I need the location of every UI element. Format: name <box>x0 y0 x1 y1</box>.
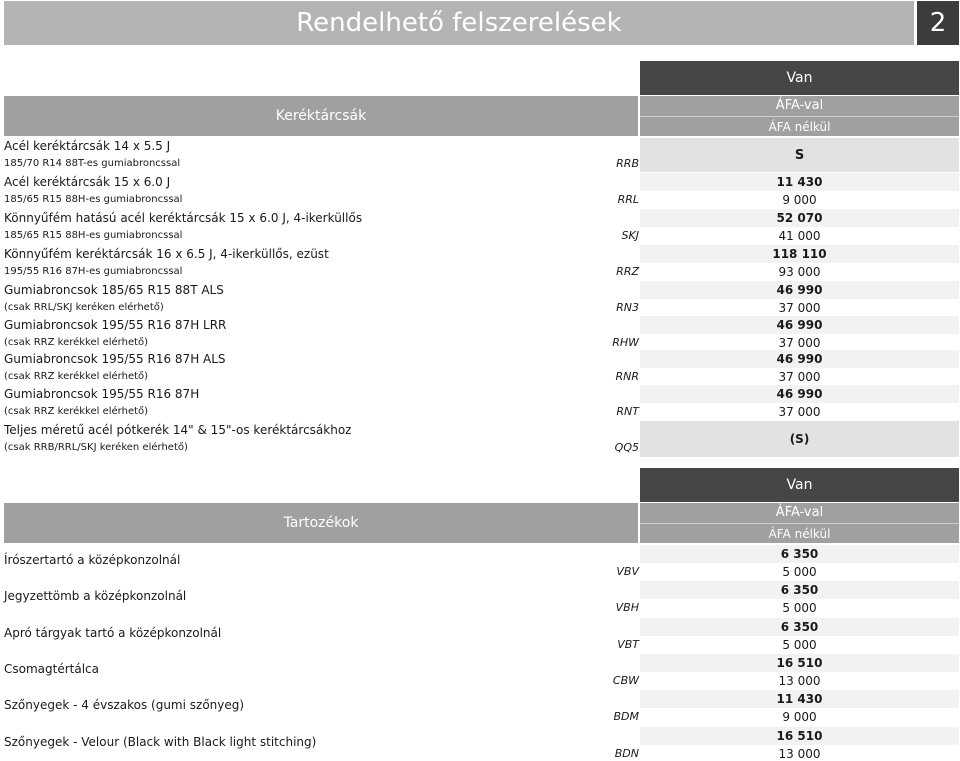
price-vat: 118 110 <box>640 245 959 263</box>
accessory-name: Csomagtértálca <box>4 661 99 676</box>
section-title-accessories: Tartozékok <box>4 503 638 543</box>
option-code: RNR <box>615 370 639 383</box>
option-code: RRL <box>617 193 639 206</box>
price-novat: 13 000 <box>640 672 959 690</box>
vat-label: ÁFA-val <box>775 505 824 520</box>
option-code: QQ5 <box>614 441 639 454</box>
option-code: RRB <box>616 157 639 170</box>
item-detail: 185/65 R15 88H-es gumiabroncssal <box>4 230 183 241</box>
item-detail: 185/70 R14 88T-es gumiabroncssal <box>4 158 181 169</box>
table-row <box>4 245 959 281</box>
vat-label: ÁFA-val <box>775 98 824 113</box>
accessory-name: Szőnyegek - Velour (Black with Black light stitching) <box>4 734 317 749</box>
price-novat: 37 000 <box>640 334 959 352</box>
item-name: Gumiabroncsok 195/55 R16 87H ALS <box>4 352 226 366</box>
option-code: VBT <box>617 637 639 651</box>
item-detail: 195/55 R16 87H-es gumiabroncssal <box>4 266 183 277</box>
table-row <box>4 316 959 352</box>
novat-label: ÁFA nélkül <box>640 523 959 543</box>
option-code: RN3 <box>616 301 639 314</box>
table-row <box>4 690 959 726</box>
table-row <box>4 281 959 317</box>
option-code: VBV <box>616 565 639 578</box>
price-vat: 46 990 <box>640 281 959 299</box>
price-novat: 37 000 <box>640 368 959 386</box>
accessory-name: Szőnyegek - 4 évszakos (gumi szőnyeg) <box>4 698 245 713</box>
item-detail: (csak RRZ kerékkel elérhető) <box>4 337 149 348</box>
price-vat: 6 350 <box>640 581 959 599</box>
table-row <box>4 137 959 173</box>
option-code: BDN <box>614 746 639 760</box>
item-name: Acél keréktárcsák 14 x 5.5 J <box>4 139 171 153</box>
option-code: CBW <box>612 673 639 687</box>
price-novat: 13 000 <box>640 745 959 761</box>
van-header-accessories: Van <box>640 468 959 502</box>
option-code: RRZ <box>616 265 639 278</box>
price-vat: 11 430 <box>640 690 959 708</box>
item-name: Gumiabroncsok 195/55 R16 87H LRR <box>4 318 227 332</box>
price-vat: 6 350 <box>640 545 959 563</box>
accessory-name: Jegyzettömb a középkonzolnál <box>4 589 187 604</box>
section-title-wheels: Keréktárcsák <box>4 96 638 136</box>
price-vat: 46 990 <box>640 350 959 368</box>
price-vat: 16 510 <box>640 727 959 745</box>
table-row <box>4 545 959 581</box>
table-row <box>4 618 959 654</box>
item-name: Gumiabroncsok 185/65 R15 88T ALS <box>4 283 224 297</box>
item-name: Könnyűfém keréktárcsák 16 x 6.5 J, 4-ikerküllős, ezüst <box>4 247 329 261</box>
price-novat: 9 000 <box>640 708 959 726</box>
price-vat: 52 070 <box>640 209 959 227</box>
item-name: Teljes méretű acél pótkerék 14" & 15"-os keréktárcsákhoz <box>4 423 352 437</box>
option-code: VBH <box>615 601 639 615</box>
table-row <box>4 385 959 421</box>
price-vat: 16 510 <box>640 654 959 672</box>
price-novat: 5 000 <box>640 636 959 654</box>
table-row <box>4 350 959 386</box>
item-name: Gumiabroncsok 195/55 R16 87H <box>4 387 200 401</box>
price-header <box>640 96 959 136</box>
table-row <box>4 654 959 690</box>
option-code: RHW <box>612 336 639 349</box>
item-detail: 185/65 R15 88H-es gumiabroncssal <box>4 194 183 205</box>
price-vat: (S) <box>640 421 959 457</box>
option-code: BDM <box>613 710 639 724</box>
price-novat: 93 000 <box>640 263 959 281</box>
item-name: Acél keréktárcsák 15 x 6.0 J <box>4 175 171 189</box>
option-code: RNT <box>616 405 639 418</box>
price-vat: 46 990 <box>640 316 959 334</box>
price-vat: 11 430 <box>640 173 959 191</box>
price-vat: 6 350 <box>640 618 959 636</box>
item-detail: (csak RRZ kerékkel elérhető) <box>4 406 149 417</box>
table-row <box>4 581 959 617</box>
price-novat: 37 000 <box>640 403 959 421</box>
standard-label: S <box>640 138 959 172</box>
table-row <box>4 727 959 761</box>
price-vat: 46 990 <box>640 385 959 403</box>
novat-label: ÁFA nélkül <box>640 116 959 136</box>
accessory-name: Apró tárgyak tartó a középkonzolnál <box>4 625 222 640</box>
page-number: 2 <box>917 1 959 45</box>
van-header: Van <box>640 61 959 95</box>
item-detail: (csak RRZ kerékkel elérhető) <box>4 371 149 382</box>
table-row <box>4 209 959 245</box>
price-novat: 5 000 <box>640 599 959 617</box>
price-novat: 37 000 <box>640 299 959 317</box>
item-detail: (csak RRL/SKJ keréken elérhető) <box>4 302 164 313</box>
price-novat: 5 000 <box>640 563 959 581</box>
price-header-accessories <box>640 503 959 543</box>
option-code: SKJ <box>621 229 639 242</box>
price-novat: 9 000 <box>640 191 959 209</box>
price-novat: 41 000 <box>640 227 959 245</box>
item-name: Könnyűfém hatású acél keréktárcsák 15 x 6.0 J, 4-ikerküllős <box>4 211 363 225</box>
page-title: Rendelhető felszerelések <box>4 1 914 45</box>
accessory-name: Írószertartó a középkonzolnál <box>4 553 181 567</box>
table-row <box>4 421 959 457</box>
table-row <box>4 173 959 209</box>
item-detail: (csak RRB/RRL/SKJ keréken elérhető) <box>4 442 188 453</box>
